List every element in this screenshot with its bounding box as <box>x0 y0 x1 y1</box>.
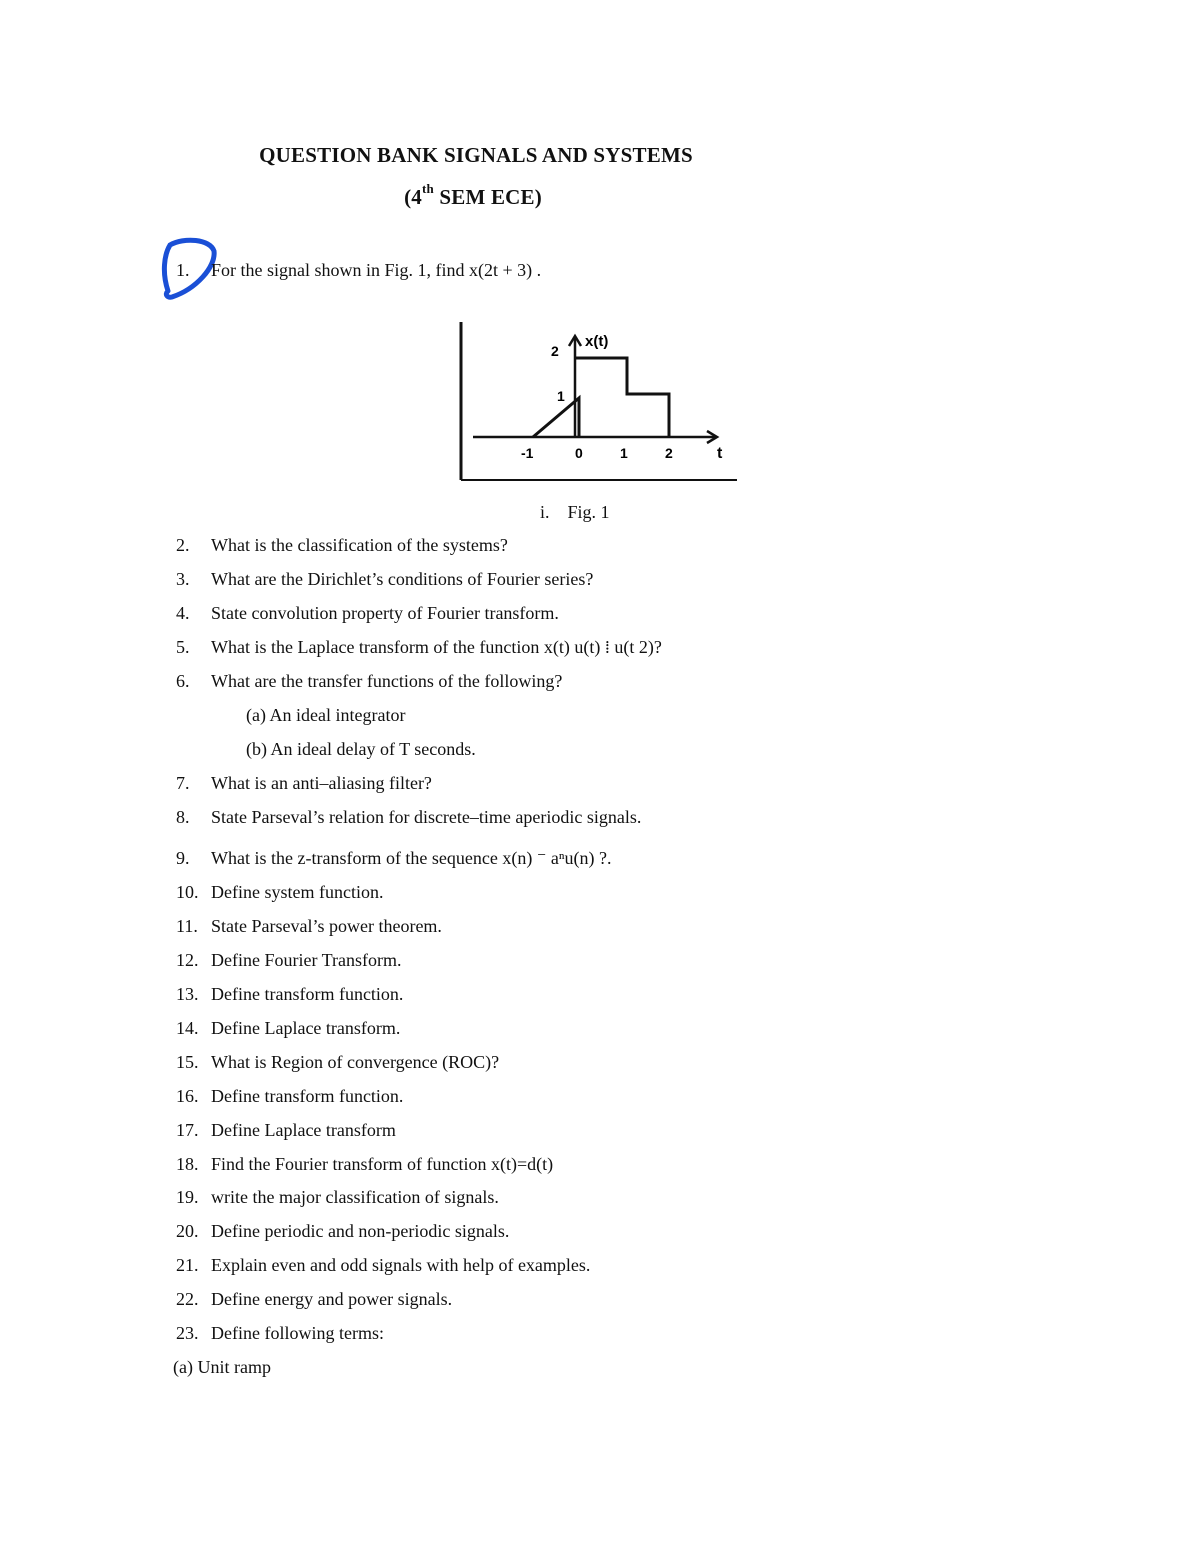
question-text: Define Fourier Transform. <box>211 950 402 970</box>
signal-waveform <box>533 358 669 437</box>
question-number: 3. <box>176 569 190 589</box>
x-tick-label: -1 <box>521 445 534 461</box>
question-number: 16. <box>176 1086 199 1106</box>
document-title: QUESTION BANK SIGNALS AND SYSTEMS <box>259 143 693 167</box>
question-number: 4. <box>176 603 190 623</box>
x-tick-label: 2 <box>665 445 673 461</box>
question-text: Define following terms: <box>211 1323 384 1343</box>
question-number: 2. <box>176 535 190 555</box>
question-number: 8. <box>176 807 190 827</box>
question-text: What is the Laplace transform of the function x(t) u(t) ⁞ u(t 2)? <box>211 637 662 657</box>
question-text: write the major classification of signals. <box>211 1187 499 1207</box>
question-number: 21. <box>176 1255 199 1275</box>
question-number: 7. <box>176 773 190 793</box>
sem-suffix: SEM ECE) <box>433 185 542 209</box>
sem-superscript: th <box>421 181 434 196</box>
question-number: 5. <box>176 637 190 657</box>
document-subtitle <box>0 181 946 210</box>
signal-figure <box>455 318 740 486</box>
question-text: Define periodic and non-periodic signals. <box>211 1221 510 1241</box>
question-number: 12. <box>176 950 199 970</box>
question-number: 17. <box>176 1120 199 1140</box>
question-number: 19. <box>176 1187 199 1207</box>
question-number: 1. <box>176 260 190 280</box>
question-text: State Parseval’s power theorem. <box>211 916 442 936</box>
question-text: Define transform function. <box>211 1086 404 1106</box>
sem-prefix: (4 <box>404 185 422 209</box>
question-text: Explain even and odd signals with help of examples. <box>211 1255 591 1275</box>
question-number: 6. <box>176 671 190 691</box>
question-text: What is the classification of the systems? <box>211 535 508 555</box>
question-text: State convolution property of Fourier transform. <box>211 603 559 623</box>
question-text: What are the Dirichlet’s conditions of Fourier series? <box>211 569 594 589</box>
question-text: Define Laplace transform <box>211 1120 396 1140</box>
question-number: 20. <box>176 1221 199 1241</box>
question-text: (a) An ideal integrator <box>246 705 406 725</box>
figure-caption-number: i. <box>540 502 550 522</box>
x-tick-label: 0 <box>575 445 583 461</box>
question-number: 9. <box>176 848 190 868</box>
y-tick-label: 2 <box>551 343 559 359</box>
x-axis-label: t <box>717 445 723 462</box>
question-number: 22. <box>176 1289 199 1309</box>
question-text: For the signal shown in Fig. 1, find x(2t + 3) . <box>211 260 542 280</box>
y-axis-label: x(t) <box>585 333 609 350</box>
question-text: Define Laplace transform. <box>211 1018 401 1038</box>
question-number: 13. <box>176 984 199 1004</box>
question-text: What is Region of convergence (ROC)? <box>211 1052 500 1072</box>
question-text: Define system function. <box>211 882 384 902</box>
question-text: State Parseval’s relation for discrete–time aperiodic signals. <box>211 807 642 827</box>
question-text: (a) Unit ramp <box>173 1357 271 1377</box>
question-text: Define energy and power signals. <box>211 1289 453 1309</box>
question-text: (b) An ideal delay of T seconds. <box>246 739 476 759</box>
question-number: 11. <box>176 916 198 936</box>
question-number: 18. <box>176 1154 199 1174</box>
x-tick-label: 1 <box>620 445 628 461</box>
question-text: What is the z-transform of the sequence x(n) ⁻ aⁿu(n) ?. <box>211 848 612 868</box>
figure-caption <box>540 502 610 523</box>
question-number: 10. <box>176 882 199 902</box>
question-text: What is an anti–aliasing filter? <box>211 773 432 793</box>
question-number: 23. <box>176 1323 199 1343</box>
question-text: Find the Fourier transform of function x(t)=d(t) <box>211 1154 554 1174</box>
y-tick-label: 1 <box>557 388 565 404</box>
question-text: What are the transfer functions of the following? <box>211 671 563 691</box>
figure-caption-text: Fig. 1 <box>567 502 610 522</box>
question-text: Define transform function. <box>211 984 404 1004</box>
question-number: 15. <box>176 1052 199 1072</box>
question-number: 14. <box>176 1018 199 1038</box>
